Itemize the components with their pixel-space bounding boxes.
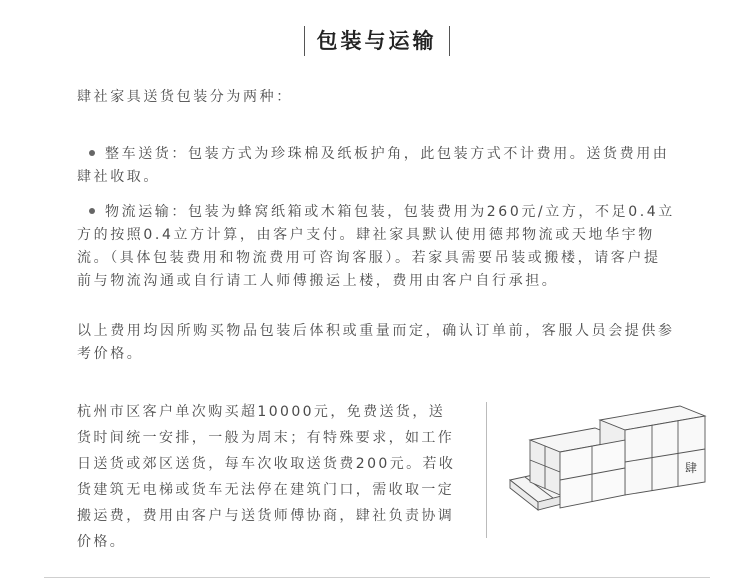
intro-text: 肆社家具送货包装分为两种： bbox=[77, 89, 293, 105]
delivery-info: 杭州市区客户单次购买超10000元，免费送货，送货时间统一安排，一般为周末；有特殊要求，如工作日送货或郊区送货，每车次收取送货费200元。若收货建筑无电梯或货车无法停在建筑门口，需收取一定搬运费，费用由客户与送货师傅协商，肆社负责协调价格。 bbox=[77, 404, 456, 550]
packing-crates-icon bbox=[505, 400, 720, 530]
bullet-vehicle-delivery bbox=[77, 143, 677, 189]
title-wrap bbox=[0, 26, 753, 56]
bullet-text: 包装方式为珍珠棉及纸板护角，此包装方式不计费用。送货费用由肆社收取。 bbox=[77, 146, 670, 185]
crate-stamp: 肆 bbox=[685, 461, 698, 475]
price-note: 以上费用均因所购买物品包装后体积或重量而定，确认订单前，客服人员会提供参考价格。 bbox=[77, 323, 675, 362]
bullet-text: 包装为蜂窝纸箱或木箱包装，包装费用为260元/立方，不足0.4立方的按照0.4立方计算，由客户支付。肆社家具默认使用德邦物流或天地华宇物流。（具体包装费用和物流费用可咨询客服）。若家具需要吊装或搬楼，请客户提前与物流沟通或自行请工人师傅搬运上楼，费用由客户自行承担。 bbox=[77, 204, 675, 289]
bullet-label: 物流运输： bbox=[105, 204, 188, 220]
bullet-logistics bbox=[77, 201, 677, 293]
divider bbox=[486, 402, 487, 538]
bullet-label: 整车送货： bbox=[105, 146, 188, 162]
page-title: 包装与运输 bbox=[304, 26, 450, 56]
bullet-dot-icon bbox=[89, 208, 95, 214]
bullet-dot-icon bbox=[89, 150, 95, 156]
bottom-divider bbox=[44, 577, 710, 578]
